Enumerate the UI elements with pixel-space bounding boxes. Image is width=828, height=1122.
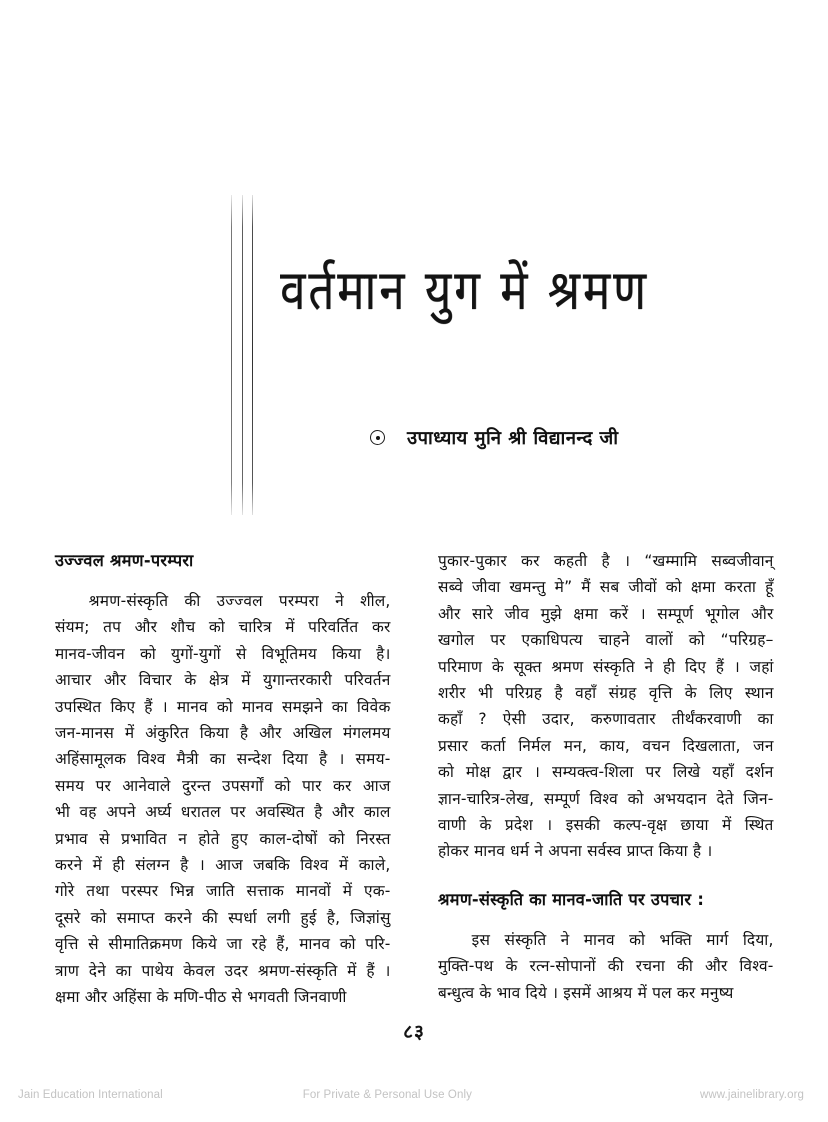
text-line: होकर मानव धर्म ने अपना सर्वस्व प्राप्त किया है ।	[438, 842, 713, 861]
text-line: मानव-जीवन को युगों-युगों से विभूतिमय किया है।	[55, 644, 391, 663]
text-line: प्रभाव से प्रभावित न होते हुए काल-दोषों को निरस्त	[55, 829, 391, 848]
byline	[370, 425, 618, 450]
text-line: कहाँ ? ऐसी उदार, करुणावतार तीर्थंकरवाणी का	[438, 710, 774, 729]
decorative-vertical-rules	[231, 195, 255, 515]
text-line: मुक्ति-पथ के रत्न-सोपानों की रचना की और विश्व-	[438, 957, 774, 976]
page-title: वर्तमान युग में श्रमण	[280, 258, 649, 324]
right-column-paragraph-two	[438, 927, 777, 1006]
text-line: बन्धुत्व के भाव दिये । इसमें आश्रय में पल कर मनुष्य	[438, 983, 734, 1002]
text-line: आचार और विचार के क्षेत्र में युगान्तरकारी परिवर्तन	[55, 671, 391, 690]
title-block	[280, 258, 780, 324]
left-column	[55, 548, 394, 1011]
text-line: करने में ही संलग्न है । आज जबकि विश्व में काले,	[55, 856, 391, 875]
text-line: ज्ञान-चारित्र-लेख, सम्पूर्ण विश्व को अभयदान देते जिन-	[438, 789, 774, 808]
body-columns	[55, 548, 777, 1011]
footer-left-text: Jain Education International	[18, 1089, 163, 1101]
text-line: को मोक्ष द्वार । सम्यक्त्व-शिला पर लिखे यहाँ दर्शन	[438, 763, 774, 782]
vertical-rule-3	[252, 195, 253, 515]
text-line: खगोल पर एकाधिपत्य चाहने वालों को “परिग्रह–	[438, 631, 774, 650]
text-line: उपस्थित किए हैं । मानव को मानव समझने का विवेक	[55, 697, 391, 716]
text-line: क्षमा और अहिंसा के मणि-पीठ से भगवती जिनवाणी	[55, 988, 347, 1007]
text-line: सब्वे जीवा खमन्तु मे” मैं सब जीवों को क्षमा करता हूँ	[438, 578, 774, 597]
text-line: पुकार-पुकार कर कहती है । “खम्मामि सब्वजीवान्	[438, 552, 774, 570]
text-line: और सारे जीव मुझे क्षमा करें । सम्पूर्ण भूगोल और	[438, 604, 774, 623]
section-heading-ujjval-shraman-parampara: उज्ज्वल श्रमण-परम्परा	[55, 551, 194, 570]
right-column	[438, 548, 777, 1011]
text-line: गोरे तथा परस्पर भिन्न जाति सत्ताक मानवों में एक-	[55, 882, 391, 901]
section-heading-shraman-sanskriti-upchaar: श्रमण-संस्कृति का मानव-जाति पर उपचार :	[438, 889, 705, 909]
text-line: श्रमण-संस्कृति की उज्ज्वल परम्परा ने शील,	[88, 592, 391, 610]
text-line: त्राण देने का पाथेय केवल उदर श्रमण-संस्कृति में हैं ।	[55, 961, 391, 980]
text-line: संयम; तप और शौच को चारित्र में परिवर्तित कर	[55, 618, 391, 637]
text-line: वृत्ति से सीमातिक्रमण किये जा रहे हैं, मानव को परि-	[55, 935, 391, 954]
text-line: प्रसार कर्ता निर्मल मन, काय, वचन दिखलाता, जन	[438, 736, 774, 755]
footer-right-link[interactable]: www.jainelibrary.org	[699, 1089, 804, 1101]
footer-center-text: For Private & Personal Use Only	[302, 1089, 472, 1101]
vertical-rule-2	[242, 195, 243, 515]
text-line: परिमाण के सूक्त श्रमण संस्कृति ने ही दिए हैं । जहां	[438, 657, 774, 676]
text-line: इस संस्कृति ने मानव को भक्ति मार्ग दिया,	[471, 930, 774, 949]
text-line: वाणी के प्रदेश । इसकी कल्प-वृक्ष छाया में स्थित	[438, 816, 774, 835]
page-footer	[0, 1089, 828, 1101]
text-line: अहिंसामूलक विश्व मैत्री का सन्देश दिया है । समय-	[55, 750, 391, 769]
left-column-paragraph	[55, 588, 394, 1011]
text-line: जन-मानस में अंकुरित किया है और अखिल मंगलमय	[55, 724, 391, 743]
circled-dot-icon	[370, 430, 385, 445]
text-line: दूसरे को समाप्त करने की स्पर्धा लगी हुई है, जिज्ञांसु	[55, 908, 391, 927]
text-line: भी वह अपने अर्घ्य धरातल पर अवस्थित है और काल	[55, 803, 391, 822]
text-line: शरीर भी परिग्रह है वहाँ संग्रह वृत्ति के लिए स्थान	[438, 684, 774, 703]
author-name: उपाध्याय मुनि श्री विद्यानन्द जी	[407, 428, 619, 449]
vertical-rule-1	[231, 195, 232, 515]
page-number: ८३	[403, 1021, 425, 1043]
right-column-paragraph-one	[438, 548, 777, 865]
text-line: समय पर आनेवाले दुरन्त उपसर्गों को पार कर आज	[55, 776, 391, 795]
